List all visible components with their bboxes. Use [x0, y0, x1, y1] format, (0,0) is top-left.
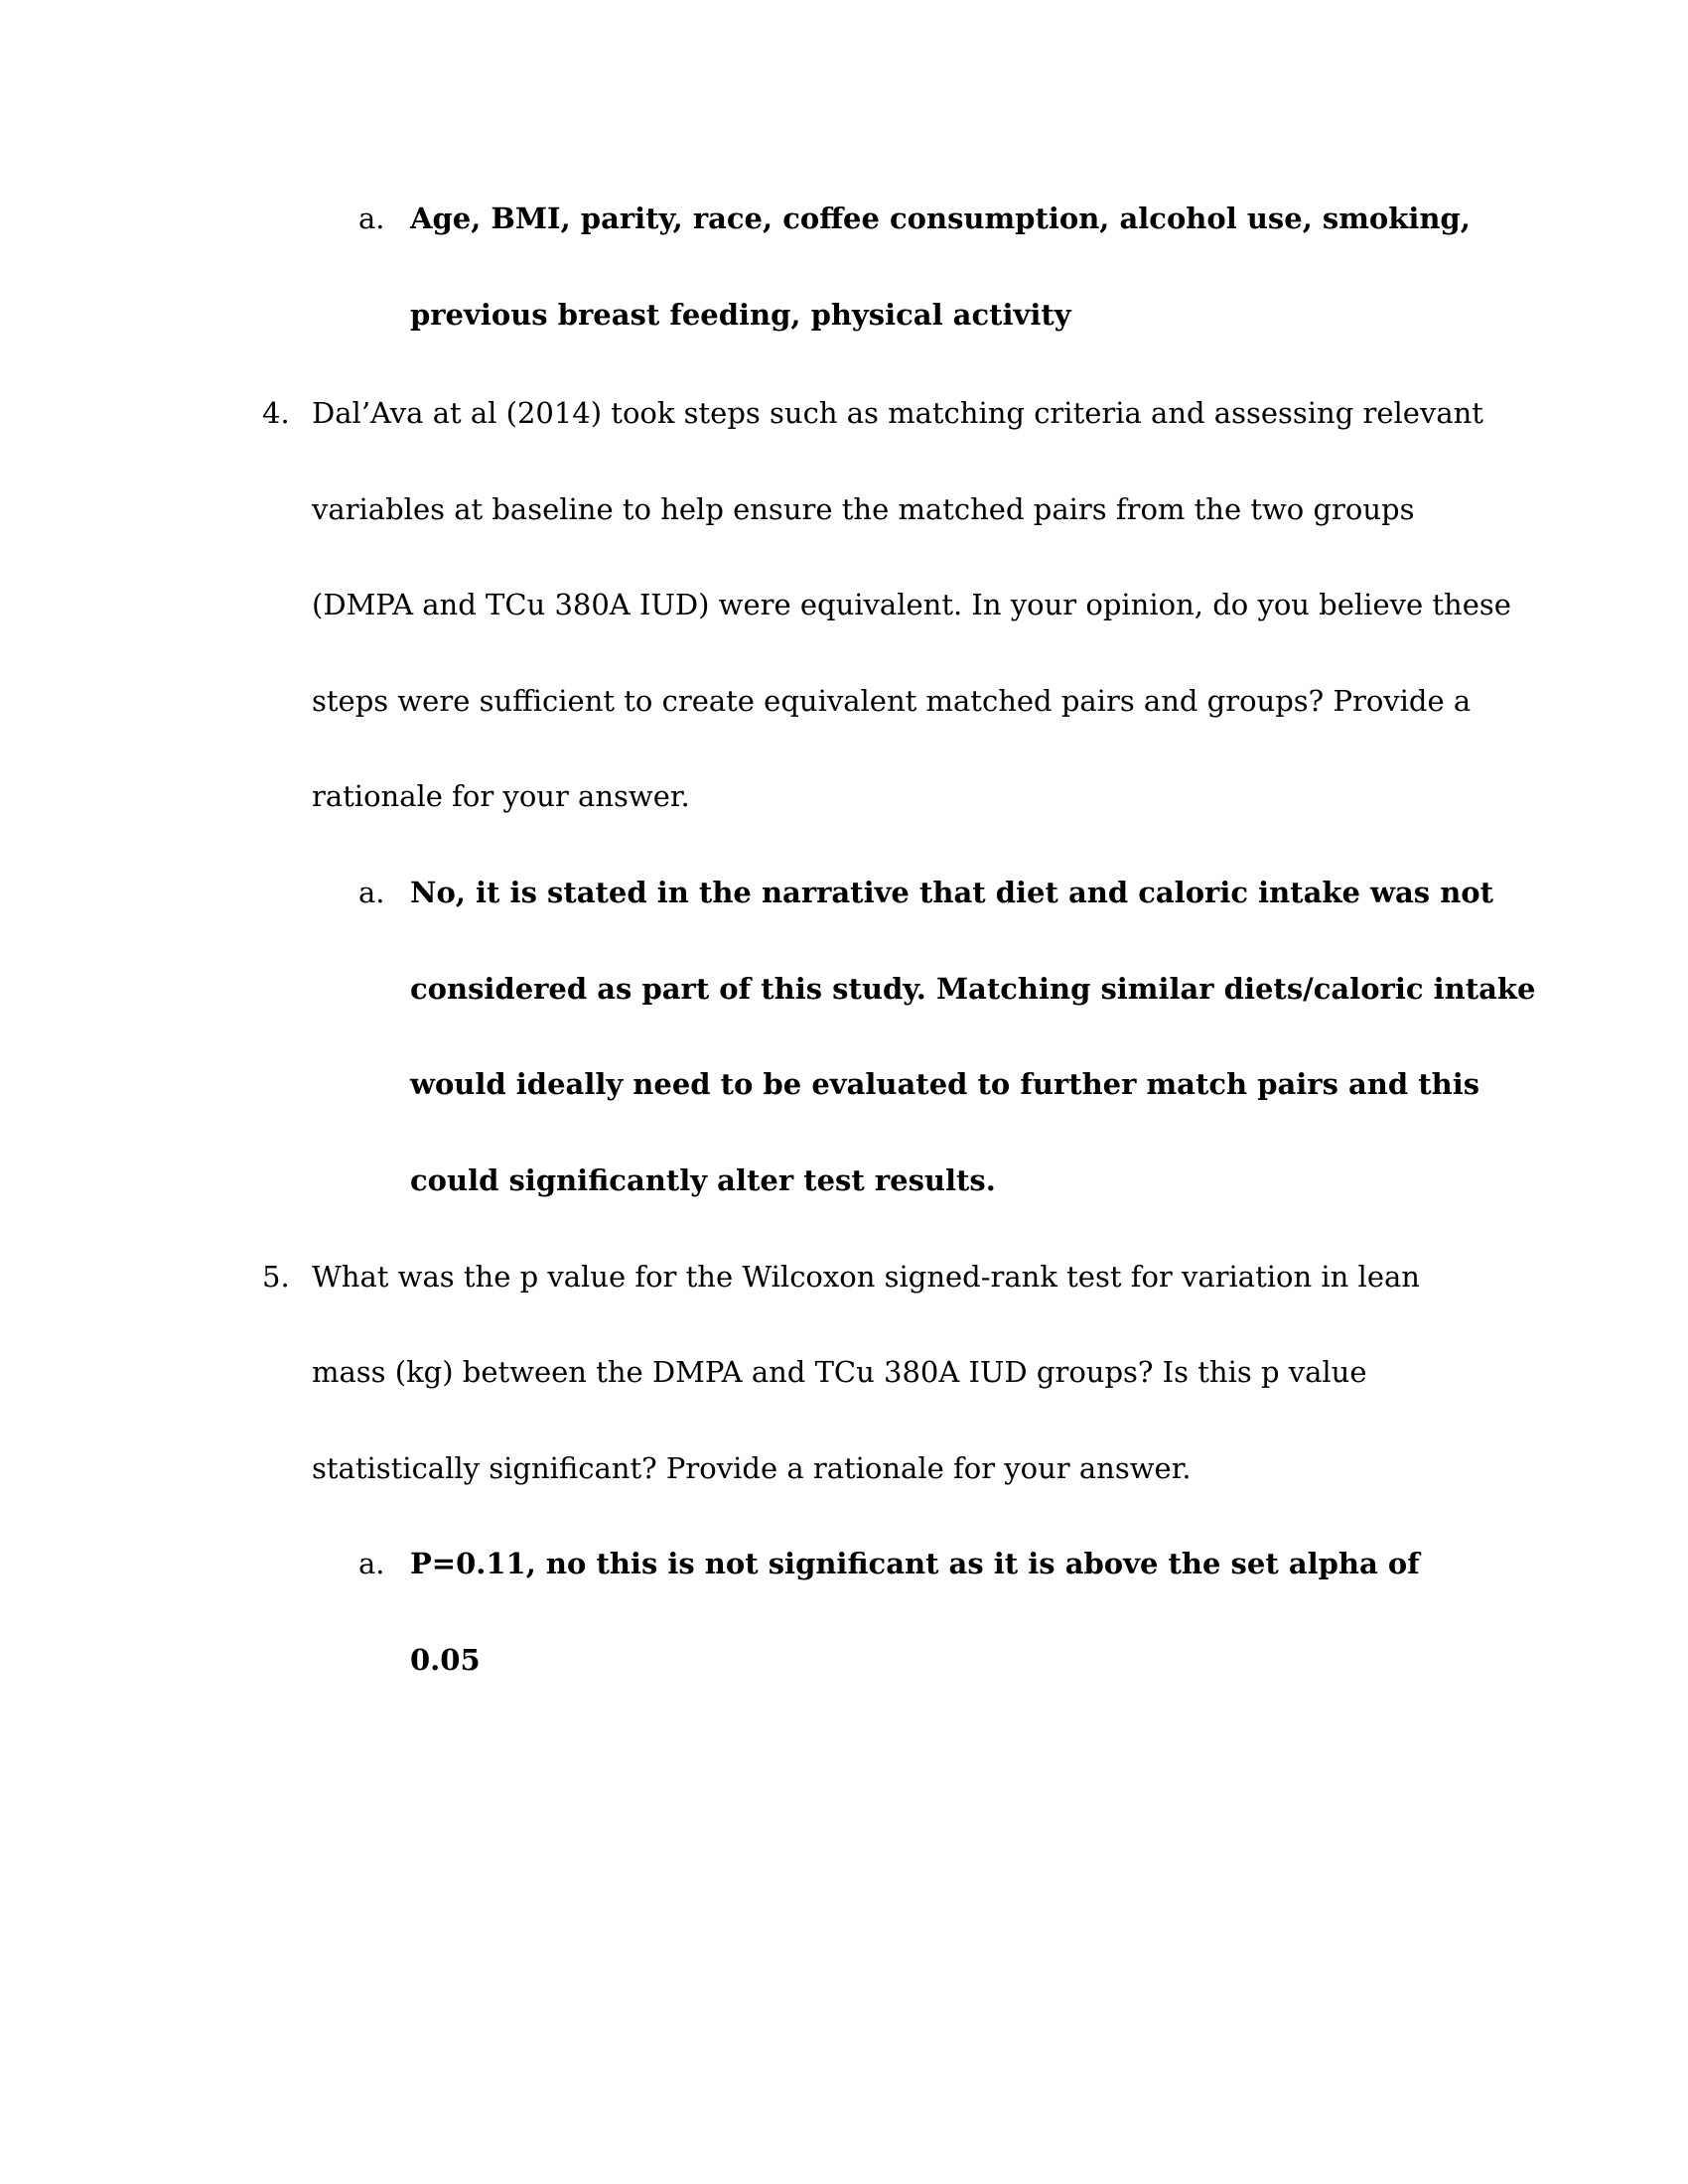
question-number: 5. — [262, 1260, 290, 1294]
question-number: 4. — [262, 396, 290, 430]
question-text-line: Dal’Ava at al (2014) took steps such as matching criteria and assessing relevant — [312, 396, 1483, 430]
question-text-line: mass (kg) between the DMPA and TCu 380A IUD groups? Is this p value — [312, 1355, 1367, 1389]
answer-text-line: would ideally need to be evaluated to further match pairs and this — [410, 1067, 1480, 1101]
question-text-line: What was the p value for the Wilcoxon signed-rank test for variation in lean — [312, 1260, 1420, 1294]
question-text-line: (DMPA and TCu 380A IUD) were equivalent. In your opinion, do you believe these — [312, 588, 1511, 621]
answer-text-line: considered as part of this study. Matching similar diets/caloric intake — [410, 972, 1536, 1006]
answer-text-line: 0.05 — [410, 1643, 481, 1677]
answer-marker: a. — [358, 202, 385, 235]
question-text-line: rationale for your answer. — [312, 779, 690, 813]
answer-text-line: previous breast feeding, physical activity — [410, 298, 1071, 332]
answer-text-line: P=0.11, no this is not significant as it is above the set alpha of — [410, 1547, 1420, 1580]
question-text-line: steps were sufficient to create equivalent matched pairs and groups? Provide a — [312, 684, 1472, 718]
answer-marker: a. — [358, 876, 385, 909]
answer-text-line: No, it is stated in the narrative that diet and caloric intake was not — [410, 876, 1494, 909]
question-text-line: statistically significant? Provide a rationale for your answer. — [312, 1451, 1192, 1485]
answer-marker: a. — [358, 1547, 385, 1580]
answer-text-line: Age, BMI, parity, race, coffee consumption, alcohol use, smoking, — [410, 202, 1471, 235]
question-text-line: variables at baseline to help ensure the matched pairs from the two groups — [312, 492, 1415, 526]
answer-text-line: could significantly alter test results. — [410, 1163, 996, 1197]
